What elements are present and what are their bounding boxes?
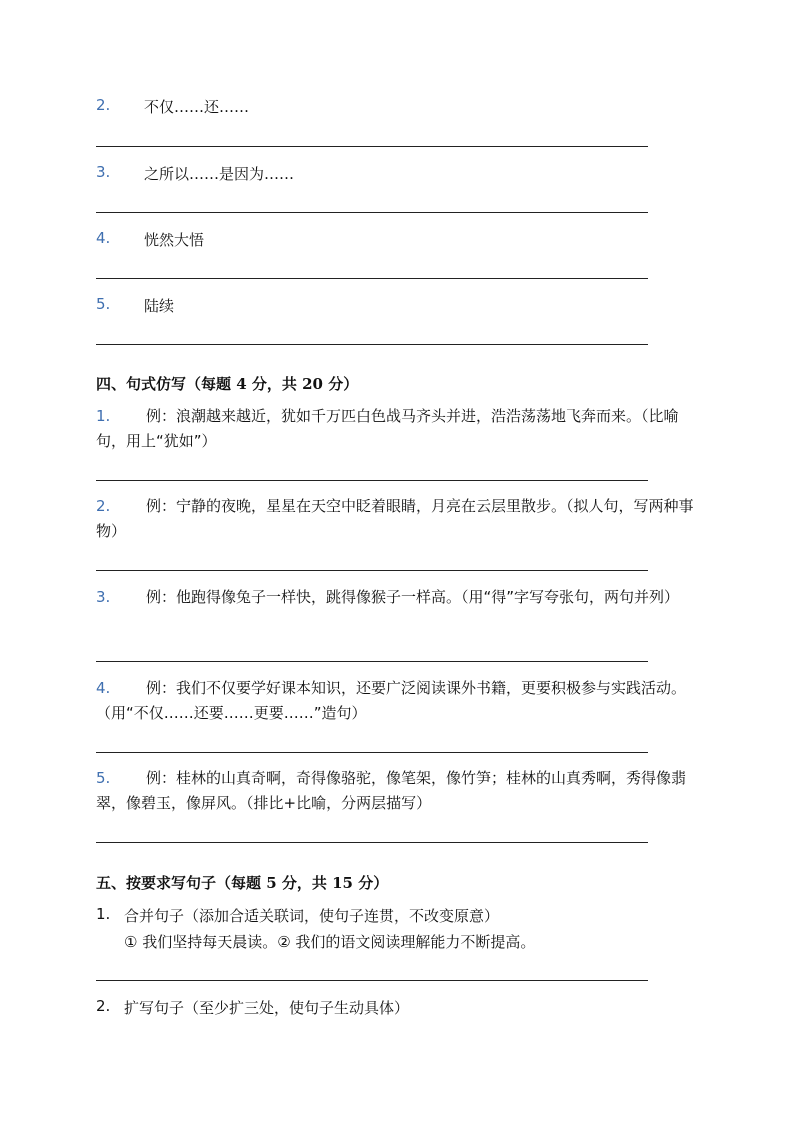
question-number: 5. — [96, 769, 111, 787]
question-item — [96, 494, 696, 544]
answer-line[interactable] — [96, 480, 648, 481]
question-item — [96, 905, 500, 925]
question-item — [96, 676, 696, 726]
question-text: 扩写句子（至少扩三处，使句子生动具体） — [124, 999, 410, 1017]
section-heading: 五、按要求写句子（每题 5 分，共 15 分） — [96, 874, 389, 892]
question-text: 之所以……是因为…… — [144, 165, 295, 183]
question-text: 合并句子（添加合适关联词，使句子连贯，不改变原意） — [124, 907, 500, 925]
answer-line[interactable] — [96, 278, 648, 279]
answer-line[interactable] — [96, 212, 648, 213]
question-item — [96, 229, 205, 249]
question-item — [96, 96, 250, 116]
question-text: 陆续 — [144, 297, 175, 315]
question-item — [96, 404, 696, 454]
question-item — [96, 163, 295, 183]
answer-line[interactable] — [96, 842, 648, 843]
question-text: 例：桂林的山真奇啊，奇得像骆驼，像笔架，像竹笋；桂林的山真秀啊，秀得像翡翠，像碧玉，像屏风。（排比+比喻，分两层描写） — [96, 769, 687, 812]
question-number: 2. — [96, 96, 111, 114]
question-text: 例：他跑得像兔子一样快，跳得像猴子一样高。（用“得”字写夸张句，两句并列） — [146, 588, 680, 606]
question-number: 3. — [96, 163, 111, 181]
question-number: 1. — [96, 407, 111, 425]
question-text: 例：浪潮越来越近，犹如千万匹白色战马齐头并进，浩浩荡荡地飞奔而来。（比喻句，用上“犹如”） — [96, 407, 679, 450]
question-number: 1. — [96, 905, 111, 923]
answer-line[interactable] — [96, 344, 648, 345]
question-number: 2. — [96, 997, 111, 1015]
question-item — [96, 766, 696, 816]
question-text: 例：我们不仅要学好课本知识，还要广泛阅读课外书籍，更要积极参与实践活动。（用“不仅……还要……更要……”造句） — [96, 679, 687, 722]
question-number: 3. — [96, 588, 111, 606]
question-number: 4. — [96, 229, 111, 247]
question-item — [96, 997, 410, 1017]
question-number: 4. — [96, 679, 111, 697]
question-subtext: ① 我们坚持每天晨读。② 我们的语文阅读理解能力不断提高。 — [124, 933, 536, 951]
question-item — [96, 585, 696, 610]
answer-line[interactable] — [96, 570, 648, 571]
section-heading: 四、句式仿写（每题 4 分，共 20 分） — [96, 375, 359, 393]
answer-line[interactable] — [96, 661, 648, 662]
question-text: 恍然大悟 — [144, 231, 205, 249]
question-number: 5. — [96, 295, 111, 313]
question-number: 2. — [96, 497, 111, 515]
answer-line[interactable] — [96, 146, 648, 147]
question-text: 例：宁静的夜晚，星星在天空中眨着眼睛，月亮在云层里散步。（拟人句，写两种事物） — [96, 497, 694, 540]
answer-line[interactable] — [96, 752, 648, 753]
answer-line[interactable] — [96, 980, 648, 981]
question-item — [96, 295, 175, 315]
question-text: 不仅……还…… — [144, 98, 250, 116]
